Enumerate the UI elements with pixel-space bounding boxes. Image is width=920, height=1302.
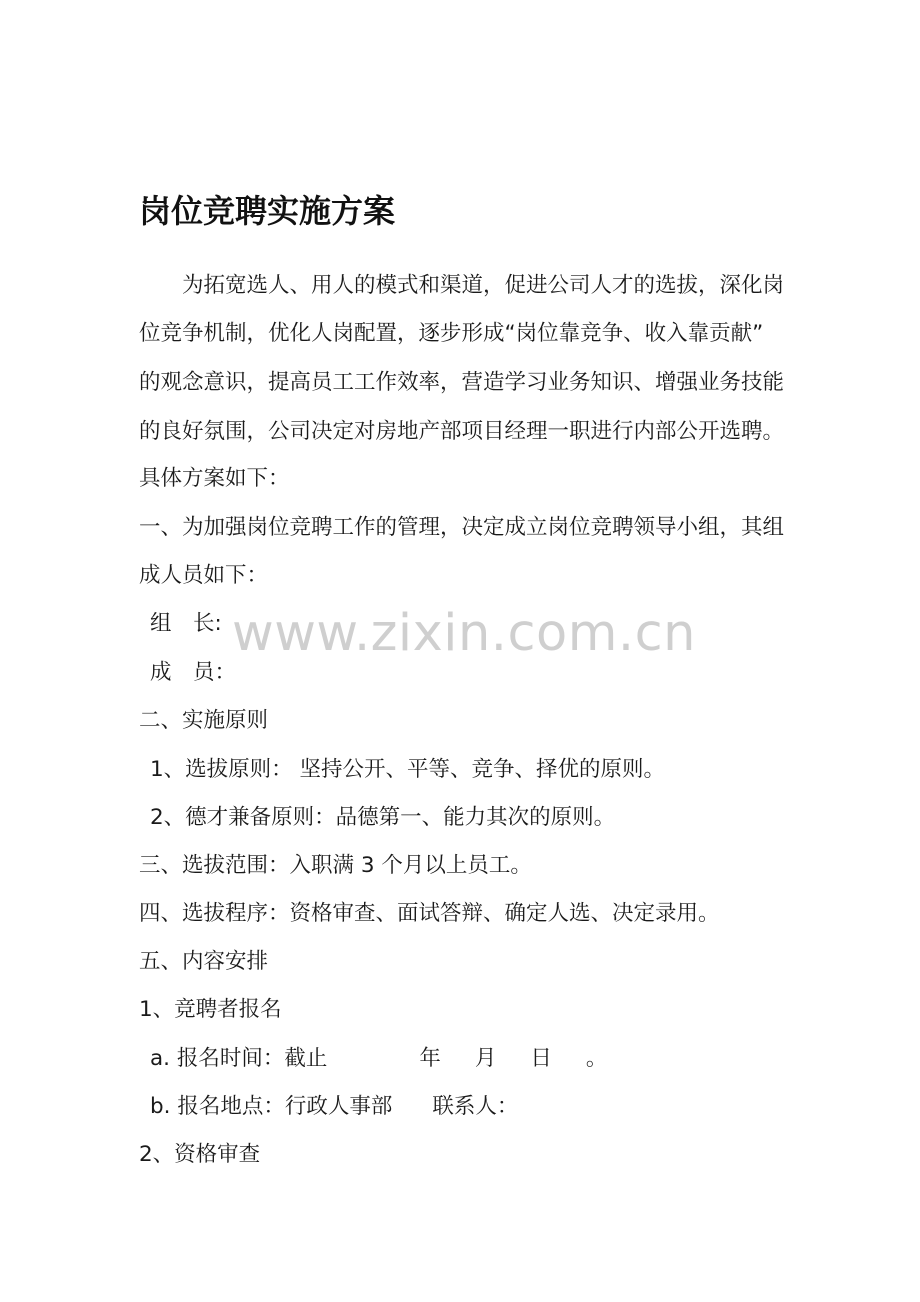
document-title: 岗位竞聘实施方案	[139, 192, 396, 230]
group-leader-line: 组 长:	[150, 611, 222, 636]
paragraph-line: 的良好氛围，公司决定对房地产部项目经理一职进行内部公开选聘。	[139, 419, 785, 444]
signup-time-end: 。	[585, 1046, 608, 1071]
signup-year: 年	[419, 1046, 441, 1071]
paragraph-line: 为拓宽选人、用人的模式和渠道，促进公司人才的选拔，深化岗	[182, 273, 785, 298]
signup-place-line	[150, 1092, 518, 1122]
section-heading-4: 四、选拔程序：资格审查、面试答辩、确定人选、决定录用。	[139, 901, 720, 926]
section-heading-1: 一、为加强岗位竞聘工作的管理，决定成立岗位竞聘领导小组，其组	[139, 515, 785, 540]
principle-item-1: 1、选拔原则： 坚持公开、平等、竞争、择优的原则。	[150, 757, 666, 782]
paragraph-line: 具体方案如下：	[139, 466, 290, 491]
subsection-qualification: 2、资格审查	[139, 1142, 261, 1167]
section-heading-3: 三、选拔范围：入职满 3 个月以上员工。	[139, 853, 532, 878]
signup-month: 月	[474, 1046, 497, 1071]
signup-place-label: b. 报名地点：行政人事部	[150, 1094, 393, 1119]
paragraph-line: 成人员如下：	[139, 563, 269, 588]
principle-item-2: 2、德才兼备原则：品德第一、能力其次的原则。	[150, 805, 616, 830]
signup-day: 日	[530, 1046, 552, 1071]
signup-time-label: a. 报名时间：截止	[150, 1046, 328, 1071]
watermark-text: www.zixin.com.cn	[232, 604, 696, 663]
signup-time-line	[150, 1044, 607, 1074]
subsection-signup: 1、竞聘者报名	[139, 997, 282, 1022]
paragraph-line: 的观念意识，提高员工工作效率，营造学习业务知识、增强业务技能	[139, 370, 785, 395]
paragraph-line: 位竞争机制，优化人岗配置，逐步形成“岗位靠竞争、收入靠贡献”	[139, 321, 764, 346]
group-members-line: 成 员：	[150, 660, 237, 685]
section-heading-5: 五、内容安排	[139, 949, 269, 974]
signup-contact: 联系人：	[432, 1094, 519, 1119]
section-heading-2: 二、实施原则	[139, 708, 269, 733]
